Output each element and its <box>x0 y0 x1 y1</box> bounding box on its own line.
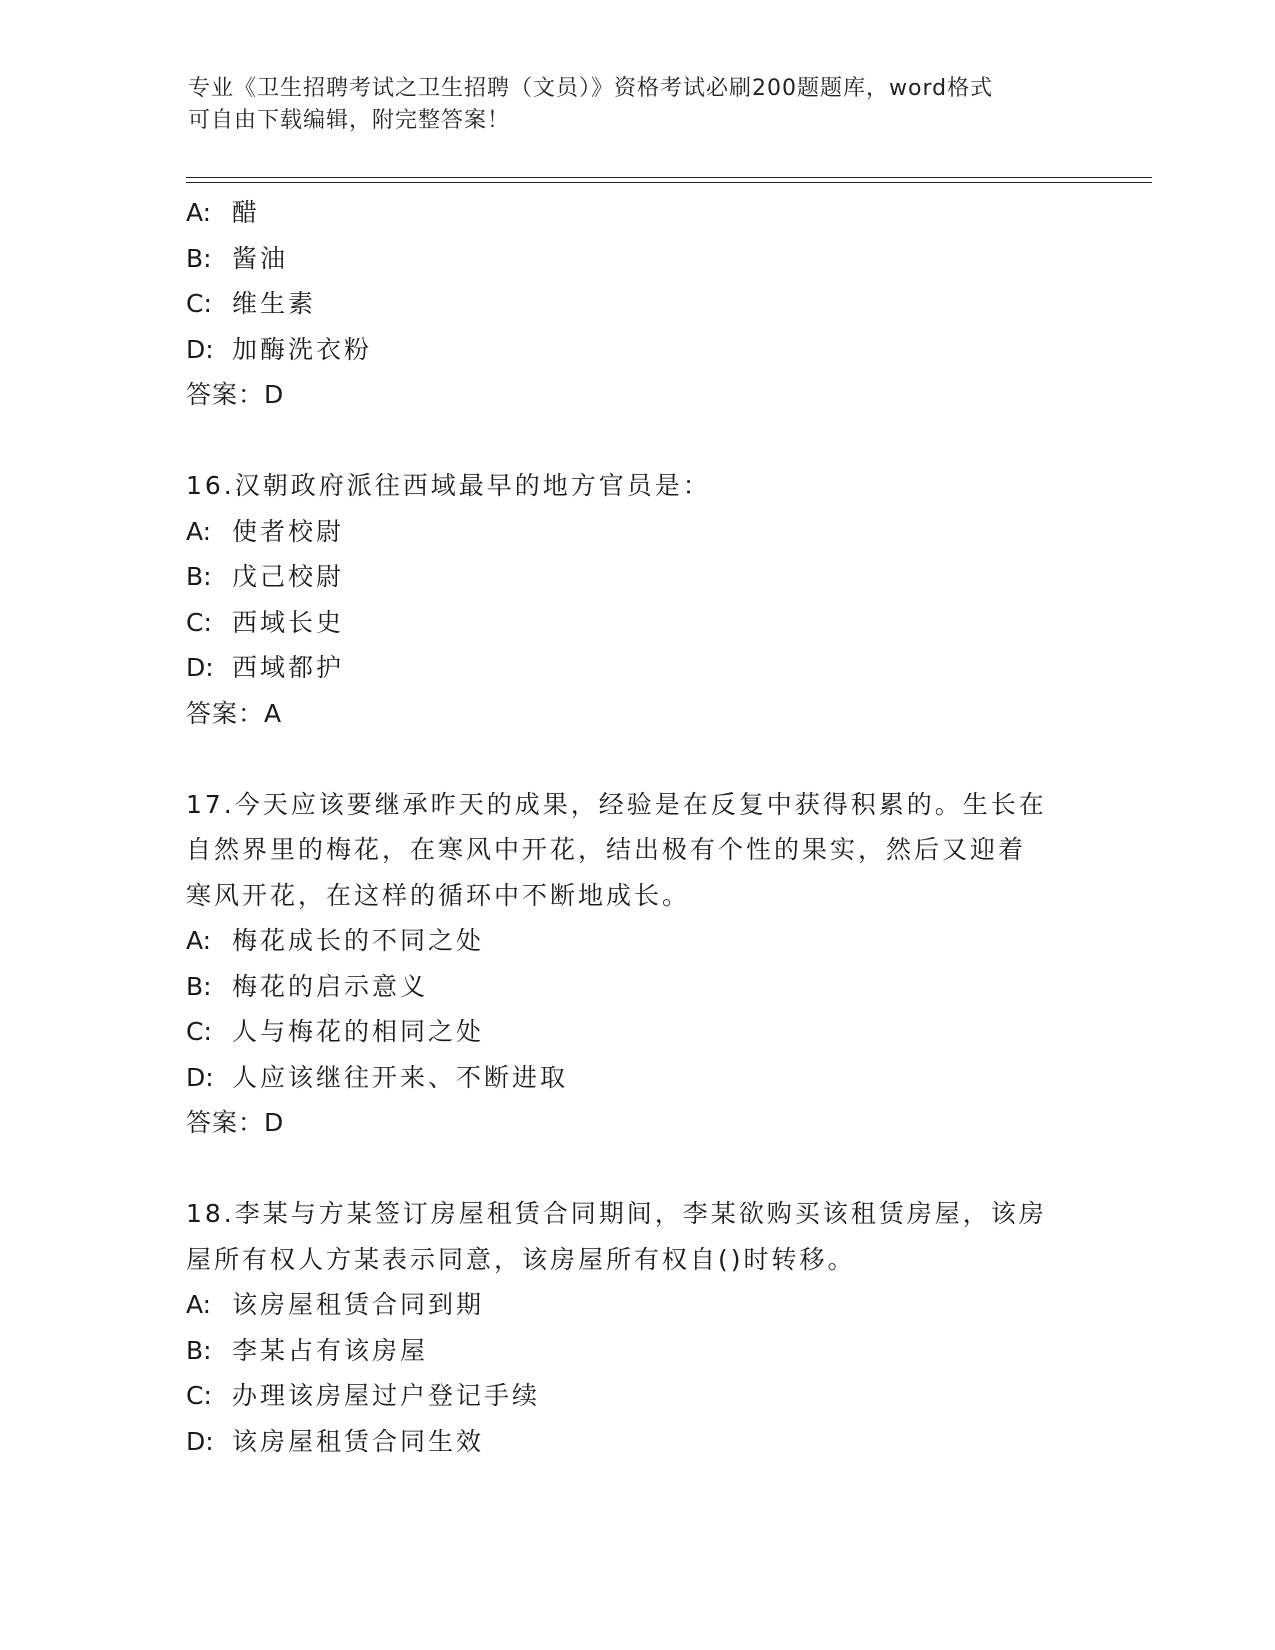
option-label: B: <box>186 971 212 1001</box>
option-text: 梅花的启示意义 <box>232 971 429 1001</box>
option-c <box>186 1373 1086 1419</box>
option-text: 该房屋租赁合同生效 <box>232 1426 485 1456</box>
question-content <box>186 190 1086 1464</box>
option-label: D: <box>186 1426 214 1456</box>
option-text: 人应该继往开来、不断进取 <box>232 1062 569 1092</box>
option-text: 酱油 <box>232 243 289 273</box>
spacer <box>186 1146 1086 1192</box>
option-c <box>186 600 1086 646</box>
option-label: B: <box>186 243 212 273</box>
question-stem: 18.李某与方某签订房屋租赁合同期间，李某欲购买该租赁房屋，该房 <box>186 1199 1047 1228</box>
spacer <box>186 418 1086 464</box>
option-text: 西域长史 <box>232 607 345 637</box>
option-c <box>186 281 1086 327</box>
option-d <box>186 645 1086 691</box>
option-b <box>186 964 1086 1010</box>
option-text: 梅花成长的不同之处 <box>232 926 485 955</box>
option-text: 该房屋租赁合同到期 <box>232 1290 485 1319</box>
option-label: D: <box>186 1062 214 1092</box>
option-label: A: <box>186 198 212 227</box>
option-label: C: <box>186 289 212 318</box>
option-d <box>186 327 1086 373</box>
header-divider-bottom <box>186 182 1152 183</box>
option-text: 西域都护 <box>232 653 345 682</box>
question-stem: 自然界里的梅花，在寒风中开花，结出极有个性的果实，然后又迎着 <box>186 835 1027 864</box>
question-18 <box>186 1191 1086 1464</box>
option-c <box>186 1009 1086 1055</box>
option-label: B: <box>186 562 212 591</box>
option-b <box>186 236 1086 282</box>
option-a <box>186 1282 1086 1328</box>
option-text: 李某占有该房屋 <box>232 1335 429 1365</box>
option-label: A: <box>186 1290 212 1319</box>
question-17 <box>186 782 1086 1146</box>
option-text: 戊己校尉 <box>232 562 345 591</box>
option-d <box>186 1419 1086 1465</box>
option-label: B: <box>186 1335 212 1365</box>
header-divider-top <box>186 177 1152 178</box>
question-stem: 16.汉朝政府派往西域最早的地方官员是： <box>186 471 711 500</box>
option-label: C: <box>186 607 212 637</box>
question-stem: 17.今天应该要继承昨天的成果，经验是在反复中获得积累的。生长在 <box>186 789 1047 819</box>
option-b <box>186 1328 1086 1374</box>
option-b <box>186 554 1086 600</box>
option-label: D: <box>186 334 214 364</box>
question-stem: 寒风开花，在这样的循环中不断地成长。 <box>186 880 691 910</box>
option-text: 使者校尉 <box>232 516 345 546</box>
option-label: A: <box>186 516 212 546</box>
question-16 <box>186 463 1086 736</box>
option-d <box>186 1055 1086 1101</box>
header-title-line-2: 可自由下载编辑，附完整答案！ <box>188 108 511 133</box>
option-text: 人与梅花的相同之处 <box>232 1017 485 1046</box>
header-title-line-1: 专业《卫生招聘考试之卫生招聘（文员）》资格考试必刷200题题库，word格式 <box>188 76 994 101</box>
option-label: C: <box>186 1381 212 1410</box>
spacer <box>186 736 1086 782</box>
option-a <box>186 190 1086 236</box>
option-text: 加酶洗衣粉 <box>232 334 373 364</box>
option-label: A: <box>186 926 212 955</box>
option-text: 维生素 <box>232 289 317 318</box>
option-a <box>186 509 1086 555</box>
option-label: C: <box>186 1017 212 1046</box>
option-a <box>186 918 1086 964</box>
document-header <box>188 73 1068 137</box>
option-text: 醋 <box>232 198 261 227</box>
answer-line: 答案：D <box>186 1108 285 1137</box>
option-label: D: <box>186 653 214 682</box>
answer-line: 答案：D <box>186 380 285 409</box>
question-15 <box>186 190 1086 418</box>
option-text: 办理该房屋过户登记手续 <box>232 1381 541 1410</box>
question-stem: 屋所有权人方某表示同意，该房屋所有权自()时转移。 <box>186 1244 856 1274</box>
answer-line: 答案：A <box>186 698 283 728</box>
